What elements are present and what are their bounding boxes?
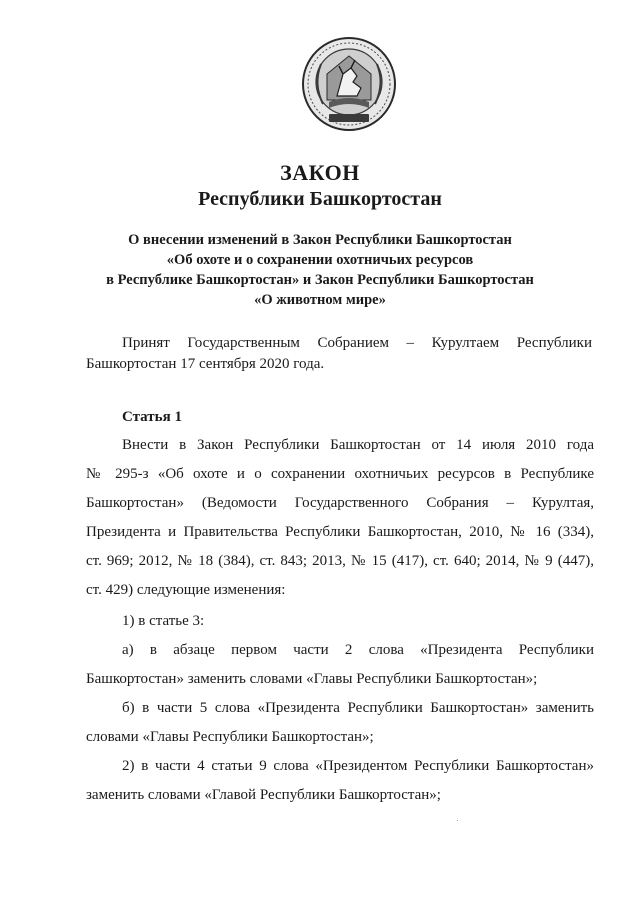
document-title: ЗАКОН [280, 160, 360, 185]
heading-line: «Об охоте и о сохранении охотничьих ресурсов [166, 252, 474, 268]
text-line: словами «Главы Республики Башкортостан»; [86, 729, 374, 745]
text-line: 2) в части 4 статьи 9 слова «Президентом Республики Башкортостан» [122, 758, 594, 774]
text-line: заменить словами «Главой Республики Башкортостан»; [86, 787, 441, 803]
text-line: Башкортостан» заменить словами «Главы Республики Башкортостан»; [86, 671, 538, 687]
adoption-line: Принят Государственным Собранием – Курултаем Республики [122, 335, 592, 351]
item-1b [86, 694, 594, 752]
heading-line: О внесении изменений в Закон Республики Башкортостан [128, 232, 512, 248]
item-1 [86, 607, 594, 636]
law-heading [60, 230, 580, 310]
adoption-statement [86, 333, 592, 375]
text-line: ст. 429) следующие изменения: [86, 582, 286, 598]
paragraph-intro [86, 431, 594, 605]
heading-line: «О животном мире» [254, 292, 386, 308]
document-subtitle: Республики Башкортостан [198, 188, 442, 210]
item-1a [86, 636, 594, 694]
text-line: а) в абзаце первом части 2 слова «Президента Республики [122, 642, 594, 658]
item-2 [86, 752, 594, 810]
text-line: № 295-з «Об охоте и о сохранении охотничьих ресурсов в Республике [86, 466, 594, 482]
text-line: 1) в статье 3: [122, 613, 205, 629]
heading-line: в Республике Башкортостан» и Закон Республики Башкортостан [106, 272, 534, 288]
text-line: б) в части 5 слова «Президента Республики Башкортостан» заменить [122, 700, 594, 716]
coat-of-arms-icon [299, 34, 399, 134]
text-line: ст. 969; 2012, № 18 (384), ст. 843; 2013, № 15 (417), ст. 640; 2014, № 9 (447), [86, 553, 594, 569]
text-line: Башкортостан» (Ведомости Государственного Собрания – Курултая, [86, 495, 594, 511]
text-line: Внести в Закон Республики Башкортостан от 14 июля 2010 года [122, 437, 594, 453]
text-line: Президента и Правительства Республики Башкортостан, 2010, № 16 (334), [86, 524, 594, 540]
article-title: Статья 1 [122, 409, 182, 425]
scan-speck [457, 820, 458, 821]
adoption-line: Башкортостан 17 сентября 2020 года. [86, 356, 325, 372]
